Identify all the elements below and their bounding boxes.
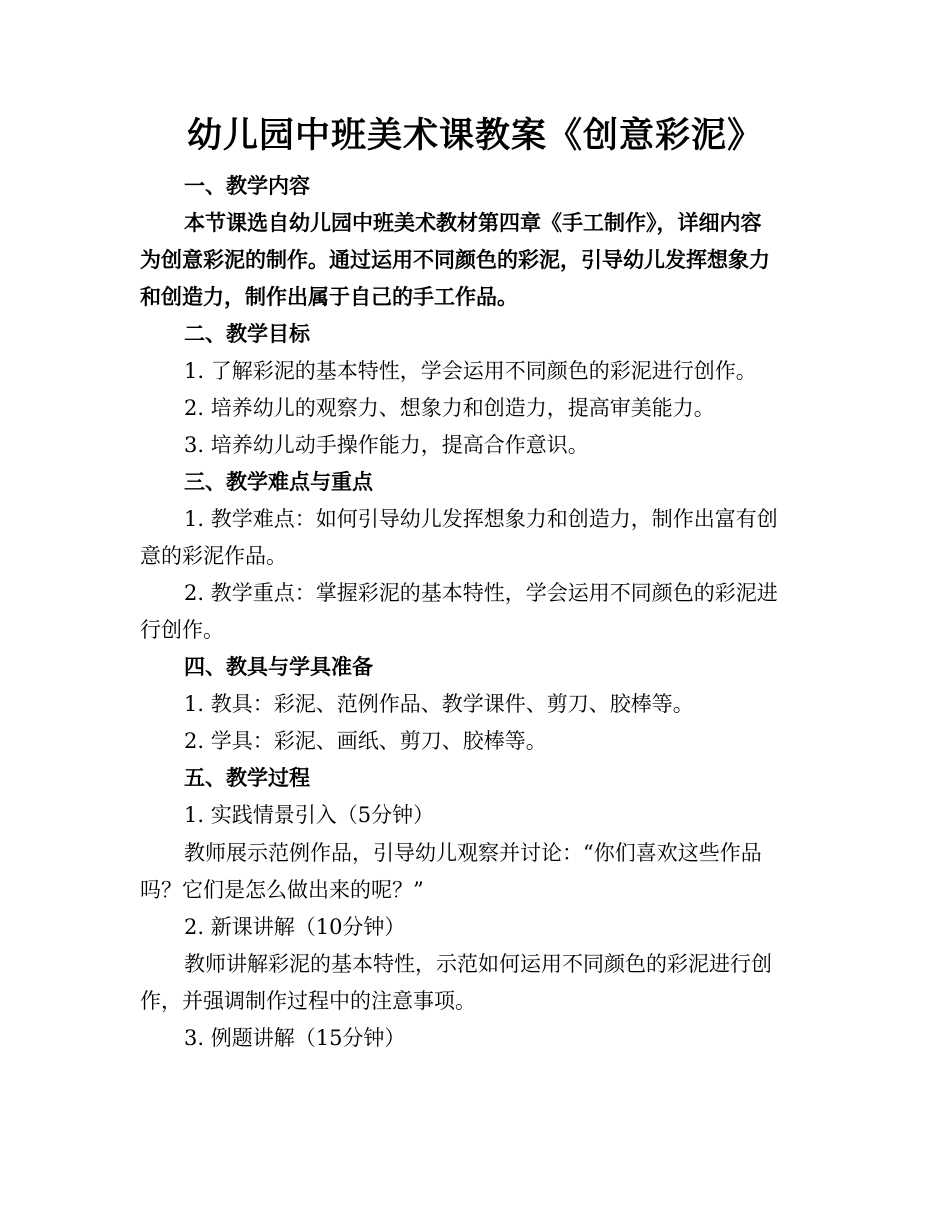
paragraph-line: 吗？它们是怎么做出来的呢？” (140, 878, 424, 902)
list-item: 2. 培养幼儿的观察力、想象力和创造力，提高审美能力。 (184, 396, 715, 420)
paragraph-line: 教师讲解彩泥的基本特性，示范如何运用不同颜色的彩泥进行创 (184, 952, 772, 976)
paragraph-line: 本节课选自幼儿园中班美术教材第四章《手工制作》，详细内容 (184, 211, 762, 235)
section-heading-3: 三、教学难点与重点 (184, 470, 373, 494)
section-heading-2: 二、教学目标 (184, 322, 310, 346)
list-item: 3. 培养幼儿动手操作能力，提高合作意识。 (184, 433, 589, 457)
section-heading-4: 四、教具与学具准备 (184, 655, 373, 679)
list-item: 1. 了解彩泥的基本特性，学会运用不同颜色的彩泥进行创作。 (184, 359, 757, 383)
paragraph-line: 作，并强调制作过程中的注意事项。 (140, 989, 476, 1013)
list-item: 3. 例题讲解（15分钟） (184, 1026, 406, 1050)
list-item-continuation: 行创作。 (140, 618, 224, 642)
list-item: 1. 教具：彩泥、范例作品、教学课件、剪刀、胶棒等。 (184, 692, 694, 716)
section-heading-1: 一、教学内容 (184, 174, 310, 198)
list-item: 1. 教学难点：如何引导幼儿发挥想象力和创造力，制作出富有创 (184, 507, 778, 531)
paragraph-line: 教师展示范例作品，引导幼儿观察并讨论：“你们喜欢这些作品 (184, 841, 762, 865)
list-item-continuation: 意的彩泥作品。 (140, 544, 287, 568)
list-item: 2. 学具：彩泥、画纸、剪刀、胶棒等。 (184, 729, 547, 753)
list-item: 1. 实践情景引入（5分钟） (184, 803, 435, 827)
list-item: 2. 新课讲解（10分钟） (184, 915, 406, 939)
document-title: 幼儿园中班美术课教案《创意彩泥》 (186, 115, 763, 156)
paragraph-line: 和创造力，制作出属于自己的手工作品。 (140, 285, 518, 309)
list-item: 2. 教学重点：掌握彩泥的基本特性，学会运用不同颜色的彩泥进 (184, 581, 778, 605)
section-heading-5: 五、教学过程 (184, 766, 310, 790)
paragraph-line: 为创意彩泥的制作。通过运用不同颜色的彩泥，引导幼儿发挥想象力 (140, 248, 770, 272)
